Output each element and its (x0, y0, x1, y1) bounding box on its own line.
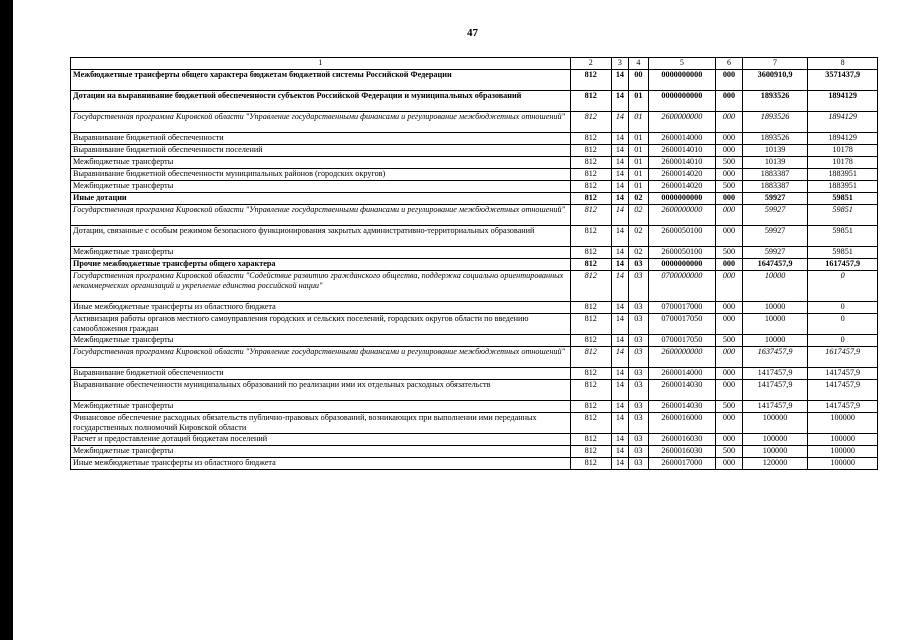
target-article-code: 2600014030 (648, 380, 716, 401)
table-body (71, 70, 878, 470)
subsection-code: 01 (629, 91, 648, 112)
subsection-code: 03 (629, 434, 648, 446)
subsection-code: 03 (629, 314, 648, 335)
admin-code: 812 (570, 271, 611, 302)
section-code: 14 (611, 91, 628, 112)
subsection-code: 01 (629, 145, 648, 157)
admin-code: 812 (570, 380, 611, 401)
subsection-code: 03 (629, 302, 648, 314)
section-code: 14 (611, 271, 628, 302)
section-code: 14 (611, 446, 628, 458)
subsection-code: 03 (629, 380, 648, 401)
target-article-code: 0700017050 (648, 335, 716, 347)
row-name: Выравнивание обеспеченности муниципальных образований по реализации ими их отдельных расходных обязательств (71, 380, 571, 401)
target-article-code: 0700000000 (648, 271, 716, 302)
expense-type-code: 000 (716, 271, 743, 302)
target-article-code: 2600014000 (648, 133, 716, 145)
amount-year-2: 100000 (808, 413, 878, 434)
expense-type-code: 000 (716, 91, 743, 112)
column-header: 7 (742, 58, 808, 70)
amount-year-2: 59851 (808, 247, 878, 259)
table-row (71, 181, 878, 193)
admin-code: 812 (570, 401, 611, 413)
section-code: 14 (611, 458, 628, 470)
amount-year-2: 0 (808, 302, 878, 314)
amount-year-2: 10178 (808, 157, 878, 169)
amount-year-2: 1883951 (808, 181, 878, 193)
target-article-code: 2600014010 (648, 157, 716, 169)
row-name: Межбюджетные трансферты (71, 181, 571, 193)
table-row (71, 302, 878, 314)
table-row (71, 205, 878, 226)
target-article-code: 0000000000 (648, 193, 716, 205)
target-article-code: 2600014020 (648, 181, 716, 193)
amount-year-1: 1893526 (742, 91, 808, 112)
target-article-code: 2600016030 (648, 434, 716, 446)
subsection-code: 03 (629, 335, 648, 347)
amount-year-2: 1617457,9 (808, 259, 878, 271)
expense-type-code: 000 (716, 413, 743, 434)
expense-type-code: 500 (716, 247, 743, 259)
subsection-code: 03 (629, 446, 648, 458)
row-name: Активизация работы органов местного самоуправления городских и сельских поселений, городских округов области по введению самообложения граждан (71, 314, 571, 335)
expense-type-code: 000 (716, 133, 743, 145)
section-code: 14 (611, 226, 628, 247)
table-row (71, 193, 878, 205)
amount-year-2: 100000 (808, 434, 878, 446)
amount-year-1: 100000 (742, 446, 808, 458)
row-name: Межбюджетные трансферты (71, 247, 571, 259)
row-name: Государственная программа Кировской области "Управление государственными финансами и регулирование межбюджетных отношений" (71, 205, 571, 226)
admin-code: 812 (570, 205, 611, 226)
admin-code: 812 (570, 368, 611, 380)
admin-code: 812 (570, 314, 611, 335)
target-article-code: 2600000000 (648, 205, 716, 226)
table-row (71, 368, 878, 380)
amount-year-2: 59851 (808, 226, 878, 247)
admin-code: 812 (570, 91, 611, 112)
table-row (71, 401, 878, 413)
section-code: 14 (611, 133, 628, 145)
amount-year-1: 59927 (742, 247, 808, 259)
amount-year-1: 1893526 (742, 112, 808, 133)
amount-year-1: 10000 (742, 335, 808, 347)
admin-code: 812 (570, 302, 611, 314)
amount-year-2: 59851 (808, 193, 878, 205)
subsection-code: 01 (629, 133, 648, 145)
expense-type-code: 500 (716, 157, 743, 169)
column-header: 4 (629, 58, 648, 70)
column-header: 1 (71, 58, 571, 70)
amount-year-1: 1647457,9 (742, 259, 808, 271)
admin-code: 812 (570, 458, 611, 470)
target-article-code: 2600014010 (648, 145, 716, 157)
amount-year-2: 0 (808, 314, 878, 335)
table-row (71, 434, 878, 446)
table-row (71, 91, 878, 112)
expense-type-code: 000 (716, 368, 743, 380)
expense-type-code: 000 (716, 347, 743, 368)
amount-year-1: 59927 (742, 193, 808, 205)
expense-type-code: 000 (716, 112, 743, 133)
admin-code: 812 (570, 70, 611, 91)
subsection-code: 03 (629, 458, 648, 470)
table-row (71, 458, 878, 470)
expense-type-code: 000 (716, 302, 743, 314)
amount-year-1: 1417457,9 (742, 368, 808, 380)
row-name: Иные межбюджетные трансферты из областного бюджета (71, 302, 571, 314)
amount-year-2: 10178 (808, 145, 878, 157)
expense-type-code: 000 (716, 259, 743, 271)
target-article-code: 2600000000 (648, 347, 716, 368)
amount-year-1: 100000 (742, 413, 808, 434)
subsection-code: 00 (629, 70, 648, 91)
table-row (71, 133, 878, 145)
expense-type-code: 000 (716, 205, 743, 226)
expense-type-code: 500 (716, 181, 743, 193)
amount-year-2: 0 (808, 271, 878, 302)
table-row (71, 446, 878, 458)
section-code: 14 (611, 401, 628, 413)
subsection-code: 03 (629, 271, 648, 302)
amount-year-1: 1893526 (742, 133, 808, 145)
amount-year-1: 1417457,9 (742, 380, 808, 401)
table-row (71, 169, 878, 181)
row-name: Расчет и предоставление дотаций бюджетам поселений (71, 434, 571, 446)
target-article-code: 2600050100 (648, 247, 716, 259)
amount-year-2: 1894129 (808, 112, 878, 133)
section-code: 14 (611, 368, 628, 380)
section-code: 14 (611, 193, 628, 205)
table-row (71, 335, 878, 347)
row-name: Межбюджетные трансферты (71, 401, 571, 413)
budget-table (70, 57, 878, 470)
target-article-code: 0000000000 (648, 70, 716, 91)
column-header: 5 (648, 58, 716, 70)
amount-year-1: 10000 (742, 314, 808, 335)
section-code: 14 (611, 205, 628, 226)
admin-code: 812 (570, 259, 611, 271)
section-code: 14 (611, 169, 628, 181)
amount-year-1: 59927 (742, 226, 808, 247)
row-name: Дотации на выравнивание бюджетной обеспеченности субъектов Российской Федерации и муниципальных образований (71, 91, 571, 112)
scan-edge (0, 0, 13, 640)
amount-year-1: 10139 (742, 157, 808, 169)
admin-code: 812 (570, 112, 611, 133)
amount-year-1: 10000 (742, 302, 808, 314)
section-code: 14 (611, 181, 628, 193)
admin-code: 812 (570, 181, 611, 193)
admin-code: 812 (570, 434, 611, 446)
target-article-code: 2600014020 (648, 169, 716, 181)
row-name: Межбюджетные трансферты (71, 335, 571, 347)
section-code: 14 (611, 259, 628, 271)
admin-code: 812 (570, 169, 611, 181)
amount-year-1: 1637457,9 (742, 347, 808, 368)
target-article-code: 2600014000 (648, 368, 716, 380)
admin-code: 812 (570, 145, 611, 157)
expense-type-code: 000 (716, 70, 743, 91)
table-row (71, 347, 878, 368)
subsection-code: 03 (629, 413, 648, 434)
expense-type-code: 000 (716, 226, 743, 247)
amount-year-2: 100000 (808, 458, 878, 470)
row-name: Финансовое обеспечение расходных обязательств публично-правовых образований, возникающих при выполнении ими переданных государственных полномочий Кировской области (71, 413, 571, 434)
column-header: 3 (611, 58, 628, 70)
section-code: 14 (611, 302, 628, 314)
table-row (71, 157, 878, 169)
admin-code: 812 (570, 157, 611, 169)
row-name: Межбюджетные трансферты (71, 157, 571, 169)
target-article-code: 2600017000 (648, 458, 716, 470)
admin-code: 812 (570, 226, 611, 247)
table-row (71, 226, 878, 247)
expense-type-code: 500 (716, 401, 743, 413)
amount-year-2: 1883951 (808, 169, 878, 181)
admin-code: 812 (570, 247, 611, 259)
table-row (71, 271, 878, 302)
section-code: 14 (611, 70, 628, 91)
amount-year-2: 59851 (808, 205, 878, 226)
table-row (71, 247, 878, 259)
target-article-code: 2600016030 (648, 446, 716, 458)
target-article-code: 2600000000 (648, 112, 716, 133)
table-row (71, 314, 878, 335)
row-name: Иные межбюджетные трансферты из областного бюджета (71, 458, 571, 470)
target-article-code: 2600014030 (648, 401, 716, 413)
header-row (71, 58, 878, 70)
amount-year-1: 1883387 (742, 169, 808, 181)
amount-year-1: 10139 (742, 145, 808, 157)
admin-code: 812 (570, 446, 611, 458)
subsection-code: 01 (629, 112, 648, 133)
table-row (71, 413, 878, 434)
expense-type-code: 000 (716, 145, 743, 157)
row-name: Иные дотации (71, 193, 571, 205)
admin-code: 812 (570, 193, 611, 205)
table-row (71, 259, 878, 271)
section-code: 14 (611, 347, 628, 368)
expense-type-code: 500 (716, 446, 743, 458)
amount-year-2: 1894129 (808, 91, 878, 112)
table-row (71, 70, 878, 91)
subsection-code: 01 (629, 181, 648, 193)
row-name: Государственная программа Кировской области "Содействие развитию гражданского общества, поддержка социально ориентированных некоммерческих организаций и укрепление единства российской нации" (71, 271, 571, 302)
row-name: Выравнивание бюджетной обеспеченности (71, 368, 571, 380)
amount-year-2: 3571437,9 (808, 70, 878, 91)
subsection-code: 03 (629, 347, 648, 368)
section-code: 14 (611, 380, 628, 401)
amount-year-2: 1417457,9 (808, 401, 878, 413)
amount-year-2: 1617457,9 (808, 347, 878, 368)
subsection-code: 01 (629, 157, 648, 169)
target-article-code: 0000000000 (648, 259, 716, 271)
page-number: 47 (467, 27, 478, 39)
table-row (71, 145, 878, 157)
subsection-code: 03 (629, 401, 648, 413)
target-article-code: 0700017000 (648, 302, 716, 314)
row-name: Межбюджетные трансферты (71, 446, 571, 458)
subsection-code: 03 (629, 368, 648, 380)
row-name: Выравнивание бюджетной обеспеченности (71, 133, 571, 145)
column-header: 6 (716, 58, 743, 70)
row-name: Государственная программа Кировской области "Управление государственными финансами и регулирование межбюджетных отношений" (71, 347, 571, 368)
row-name: Дотации, связанные с особым режимом безопасного функционирования закрытых административно-территориальных образований (71, 226, 571, 247)
amount-year-2: 1417457,9 (808, 368, 878, 380)
column-header: 8 (808, 58, 878, 70)
admin-code: 812 (570, 347, 611, 368)
subsection-code: 02 (629, 193, 648, 205)
section-code: 14 (611, 413, 628, 434)
target-article-code: 2600016000 (648, 413, 716, 434)
section-code: 14 (611, 157, 628, 169)
row-name: Государственная программа Кировской области "Управление государственными финансами и регулирование межбюджетных отношений" (71, 112, 571, 133)
amount-year-2: 1894129 (808, 133, 878, 145)
expense-type-code: 000 (716, 169, 743, 181)
subsection-code: 02 (629, 247, 648, 259)
expense-type-code: 000 (716, 380, 743, 401)
expense-type-code: 500 (716, 335, 743, 347)
section-code: 14 (611, 434, 628, 446)
target-article-code: 0000000000 (648, 91, 716, 112)
table-row (71, 380, 878, 401)
section-code: 14 (611, 112, 628, 133)
subsection-code: 02 (629, 226, 648, 247)
amount-year-1: 1417457,9 (742, 401, 808, 413)
amount-year-1: 120000 (742, 458, 808, 470)
subsection-code: 02 (629, 205, 648, 226)
section-code: 14 (611, 145, 628, 157)
amount-year-1: 100000 (742, 434, 808, 446)
target-article-code: 2600050100 (648, 226, 716, 247)
column-header: 2 (570, 58, 611, 70)
row-name: Выравнивание бюджетной обеспеченности муниципальных районов (городских округов) (71, 169, 571, 181)
row-name: Выравнивание бюджетной обеспеченности поселений (71, 145, 571, 157)
expense-type-code: 000 (716, 458, 743, 470)
amount-year-2: 100000 (808, 446, 878, 458)
amount-year-1: 3600910,9 (742, 70, 808, 91)
expense-type-code: 000 (716, 193, 743, 205)
admin-code: 812 (570, 335, 611, 347)
row-name: Межбюджетные трансферты общего характера бюджетам бюджетной системы Российской Федерации (71, 70, 571, 91)
admin-code: 812 (570, 413, 611, 434)
table-row (71, 112, 878, 133)
admin-code: 812 (570, 133, 611, 145)
expense-type-code: 000 (716, 314, 743, 335)
amount-year-1: 10000 (742, 271, 808, 302)
amount-year-1: 1883387 (742, 181, 808, 193)
section-code: 14 (611, 335, 628, 347)
section-code: 14 (611, 247, 628, 259)
subsection-code: 03 (629, 259, 648, 271)
amount-year-2: 0 (808, 335, 878, 347)
target-article-code: 0700017050 (648, 314, 716, 335)
amount-year-1: 59927 (742, 205, 808, 226)
subsection-code: 01 (629, 169, 648, 181)
amount-year-2: 1417457,9 (808, 380, 878, 401)
section-code: 14 (611, 314, 628, 335)
row-name: Прочие межбюджетные трансферты общего характера (71, 259, 571, 271)
expense-type-code: 000 (716, 434, 743, 446)
